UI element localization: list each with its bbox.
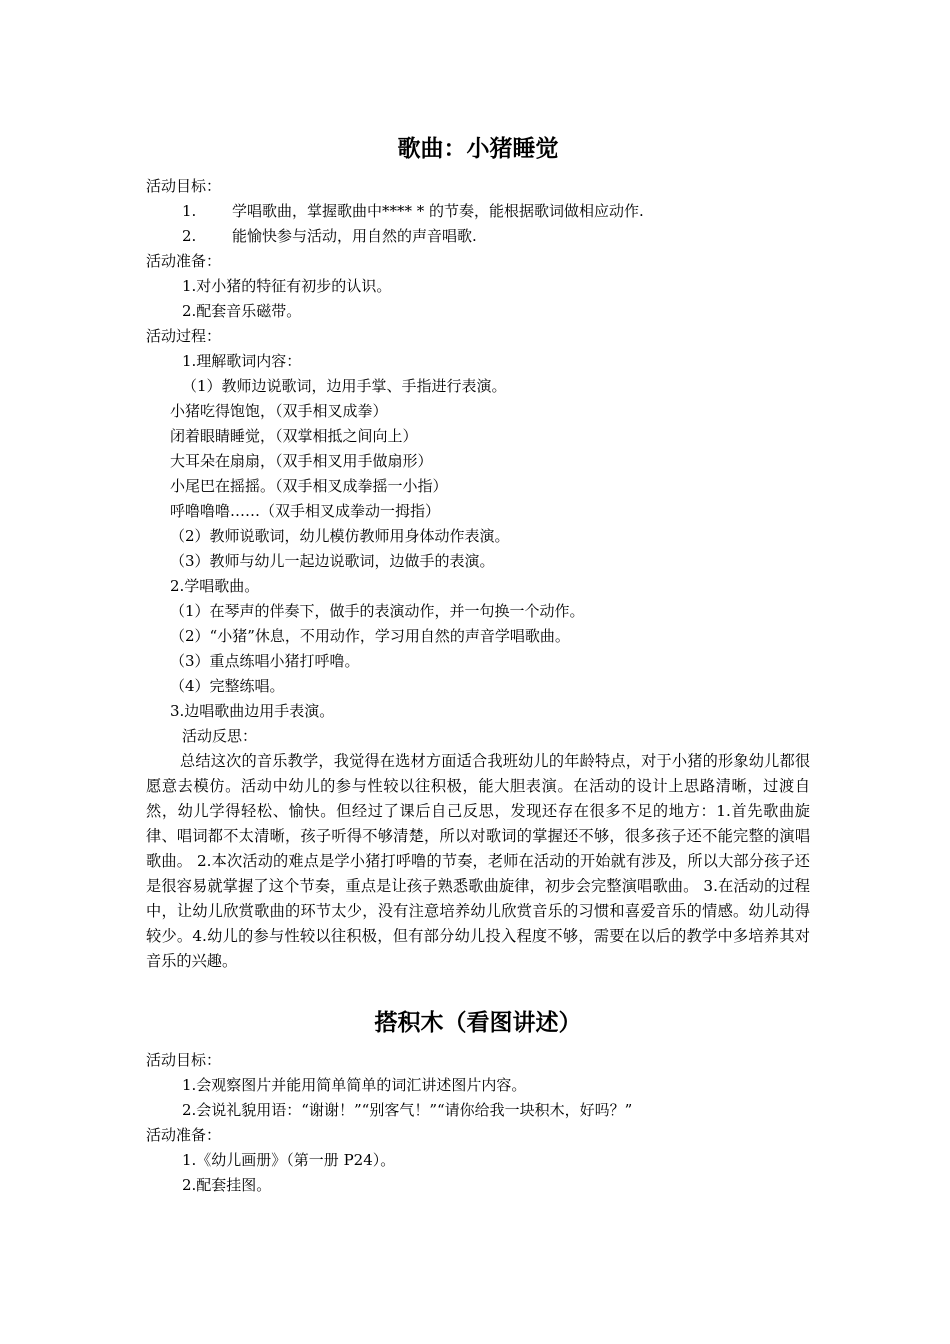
goal-heading: 活动目标： [146, 1051, 222, 1069]
process-substep: （3）重点练唱小猪打呼噜。 [170, 652, 360, 670]
goal-item [146, 199, 810, 224]
process-step: 1.理解歌词内容： [182, 352, 302, 370]
reflection-paragraph: 总结这次的音乐教学，我觉得在选材方面适合我班幼儿的年龄特点，对于小猪的形象幼儿都很愿意去模仿。活动中幼儿的参与性较以往积极，能大胆表演。在活动的设计上思路清晰，过渡自然，幼儿学得轻松、愉快。但经过了课后自己反思，发现还存在很多不足的地方：1.首先歌曲旋律、唱词都不太清晰，孩子听得不够清楚，所以对歌词的掌握还不够，很多孩子还不能完整的演唱歌曲。 2.本次活动的难点是学小猪打呼噜的节奏，老师在活动的开始就有涉及，所以大部分孩子还是很容易就掌握了这个节奏，重点是让孩子熟悉歌曲旋律，初步会完整演唱歌曲。 3.在活动的过程中，让幼儿欣赏歌曲的环节太少，没有注意培养幼儿欣赏音乐的习惯和喜爱音乐的情感。幼儿动得较少。4.幼儿的参与性较以往积极，但有部分幼儿投入程度不够，需要在以后的教学中多培养其对音乐的兴趣。 [146, 752, 810, 970]
prep-heading: 活动准备： [146, 1126, 222, 1144]
goal-text: 学唱歌曲，掌握歌曲中**** * 的节奏，能根据歌词做相应动作. [232, 202, 644, 220]
song-title: 歌曲：小猪睡觉 [397, 136, 559, 162]
goal-item: 2.会说礼貌用语：“谢谢！”“别客气！”“请你给我一块积木，好吗？” [182, 1101, 633, 1119]
process-heading: 活动过程： [146, 327, 222, 345]
lyric-line: 小猪吃得饱饱，（双手相叉成拳） [170, 402, 388, 420]
prep-heading: 活动准备： [146, 252, 222, 270]
prep-item: 1.《幼儿画册》（第一册 P24）。 [182, 1151, 396, 1169]
process-step: 2.学唱歌曲。 [170, 577, 260, 595]
process-substep: （1）在琴声的伴奏下，做手的表演动作，并一句换一个动作。 [170, 602, 585, 620]
lyric-line: 闭着眼睛睡觉，（双掌相抵之间向上） [170, 427, 418, 445]
document-body [146, 0, 810, 1198]
process-substep: （4）完整练唱。 [170, 677, 285, 695]
process-substep: （3）教师与幼儿一起边说歌词，边做手的表演。 [170, 552, 495, 570]
prep-item: 2.配套音乐磁带。 [182, 302, 302, 320]
process-substep: （1）教师边说歌词，边用手掌、手指进行表演。 [182, 377, 507, 395]
process-step: 3.边唱歌曲边用手表演。 [170, 702, 335, 720]
goal-heading: 活动目标： [146, 177, 222, 195]
process-substep: （2）教师说歌词，幼儿模仿教师用身体动作表演。 [170, 527, 510, 545]
goal-item [146, 224, 810, 249]
prep-item: 2.配套挂图。 [182, 1176, 272, 1194]
reflection-heading: 活动反思： [182, 727, 258, 745]
goal-text: 能愉快参与活动，用自然的声音唱歌. [232, 227, 477, 245]
lyric-line: 小尾巴在摇摇。（双手相叉成拳摇一小指） [170, 477, 448, 495]
goal-item: 1.会观察图片并能用简单简单的词汇讲述图片内容。 [182, 1076, 527, 1094]
goal-number: 2. [182, 227, 197, 245]
prep-item: 1.对小猪的特征有初步的认识。 [182, 277, 392, 295]
blocks-title: 搭积木（看图讲述） [374, 1010, 582, 1036]
process-substep: （2）“小猪”休息，不用动作，学习用自然的声音学唱歌曲。 [170, 627, 570, 645]
lyric-line: 呼噜噜噜……（双手相叉成拳动一拇指） [170, 502, 441, 520]
lyric-line: 大耳朵在扇扇，（双手相叉用手做扇形） [170, 452, 433, 470]
goal-number: 1. [182, 202, 197, 220]
